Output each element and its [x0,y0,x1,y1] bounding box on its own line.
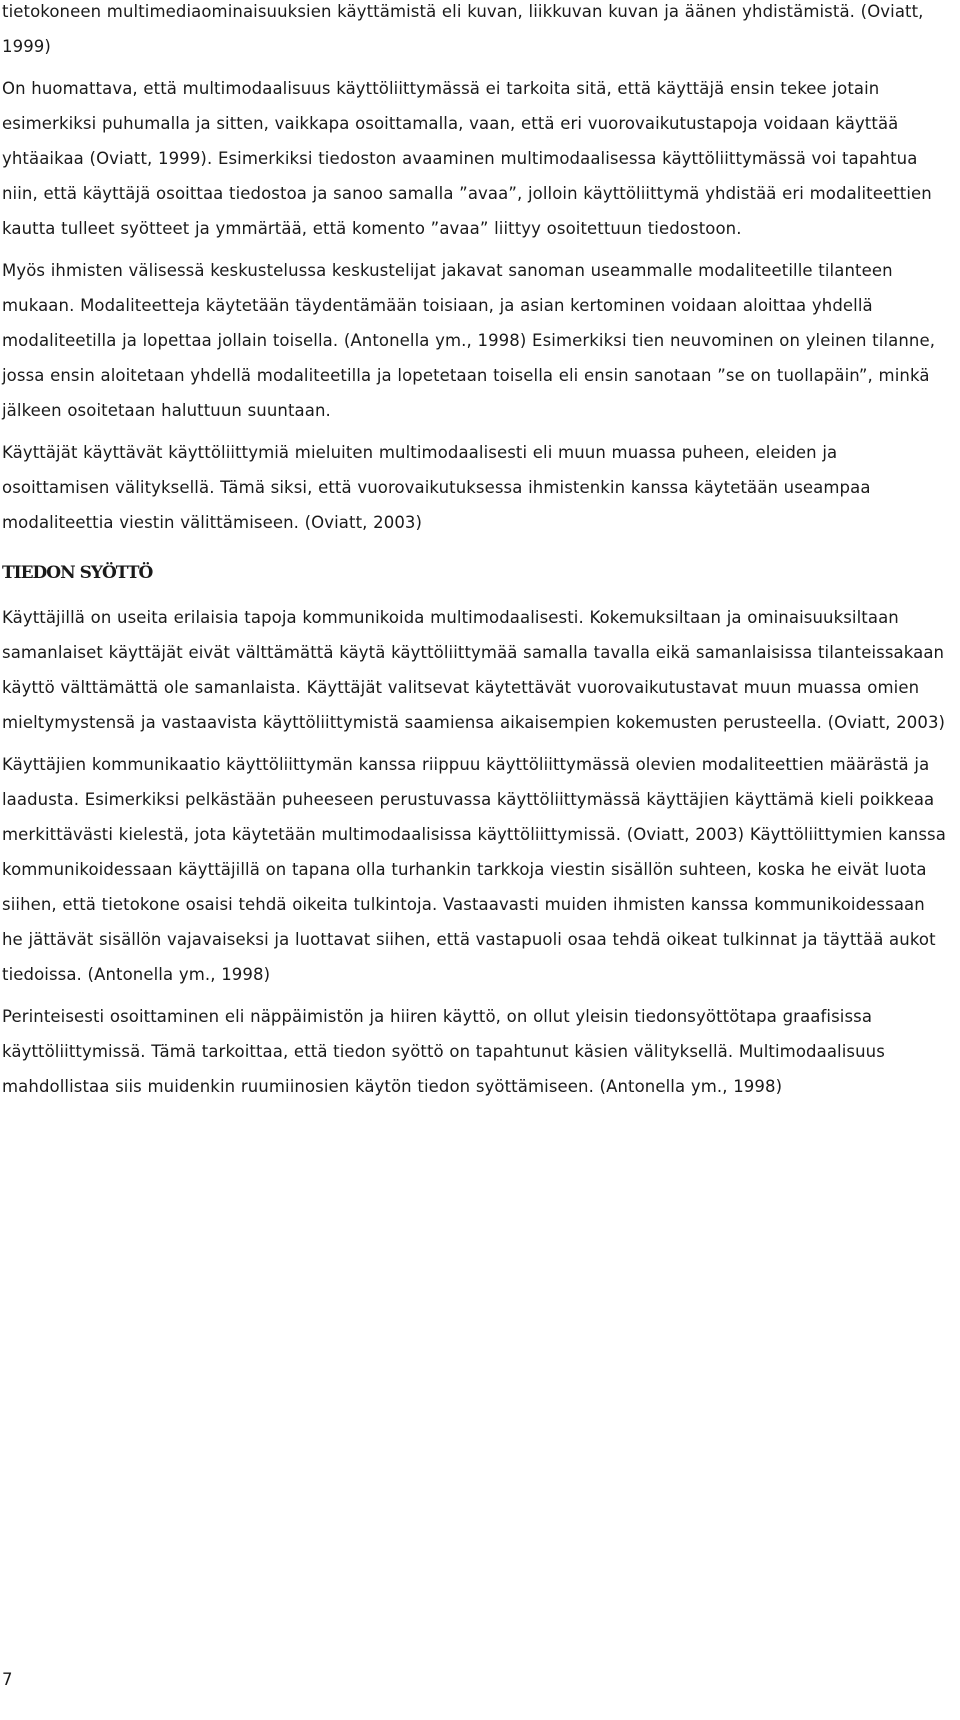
page-number: 7 [2,1670,13,1689]
paragraph-5: Käyttäjillä on useita erilaisia tapoja kommunikoida multimodaalisesti. Kokemuksiltaan ja ominaisuuksiltaan samanlaiset käyttäjät eivät välttämättä käytä käyttöliittymää samalla tavalla eikä samanlaisissa tilanteissakaan käyttö välttämättä ole samanlaista. Käyttäjät valitsevat käytettävät vuorovaikutustavat muun muassa omien mieltymystensä ja vastaavista käyttöliittymistä saamiensa aikaisempien kokemusten perusteella. (Oviatt, 2003) [2,608,946,732]
paragraph-6: Käyttäjien kommunikaatio käyttöliittymän kanssa riippuu käyttöliittymässä olevien modaliteettien määrästä ja laadusta. Esimerkiksi pelkästään puheeseen perustuvassa käyttöliittymässä käyttäjien käyttämä kieli poikkeaa merkittävästi kielestä, jota käytetään multimodaalisissa käyttöliittymissä. (Oviatt, 2003) Käyttöliittymien kanssa kommunikoidessaan käyttäjillä on tapana olla turhankin tarkkoja viestin sisällön suhteen, koska he eivät luota siihen, että tietokone osaisi tehdä oikeita tulkintoja. Vastaavasti muiden ihmisten kanssa kommunikoidessaan he jättävät sisällön vajavaiseksi ja luottavat siihen, että vastapuoli osaa tehdä oikeat tulkinnat ja täyttää aukot tiedoissa. (Antonella ym., 1998) [2,755,946,984]
paragraph-2: On huomattava, että multimodaalisuus käyttöliittymässä ei tarkoita sitä, että käyttäjä ensin tekee jotain esimerkiksi puhumalla ja sitten, vaikkapa osoittamalla, vaan, että eri vuorovaikutustapoja voidaan käyttää yhtäaikaa (Oviatt, 1999). Esimerkiksi tiedoston avaaminen multimodaalisessa käyttöliittymässä voi tapahtua niin, että käyttäjä osoittaa tiedostoa ja sanoo samalla ”avaa”, jolloin käyttöliittymä yhdistää eri modaliteettien kautta tulleet syötteet ja ymmärtää, että komento ”avaa” liittyy osoitettuun tiedostoon. [2,79,932,238]
paragraph-3: Myös ihmisten välisessä keskustelussa keskustelijat jakavat sanoman useammalle modaliteetille tilanteen mukaan. Modaliteetteja käytetään täydentämään toisiaan, ja asian kertominen voidaan aloittaa yhdellä modaliteetilla ja lopettaa jollain toisella. (Antonella ym., 1998) Esimerkiksi tien neuvominen on yleinen tilanne, jossa ensin aloitetaan yhdellä modaliteetilla ja lopetetaan toisella eli ensin sanotaan ”se on tuollapäin”, minkä jälkeen osoitetaan haluttuun suuntaan. [2,261,936,420]
paragraph-1: tietokoneen multimediaominaisuuksien käyttämistä eli kuvan, liikkuvan kuvan ja äänen yhdistämistä. (Oviatt, 1999) [2,2,924,56]
paragraph-4: Käyttäjät käyttävät käyttöliittymiä mieluiten multimodaalisesti eli muun muassa puheen, eleiden ja osoittamisen välityksellä. Tämä siksi, että vuorovaikutuksessa ihmistenkin kanssa käytetään useampaa modaliteettia viestin välittämiseen. (Oviatt, 2003) [2,443,871,532]
section-heading: TIEDON SYÖTTÖ [2,563,153,583]
paragraph-7: Perinteisesti osoittaminen eli näppäimistön ja hiiren käyttö, on ollut yleisin tiedonsyöttötapa graafisissa käyttöliittymissä. Tämä tarkoittaa, että tiedon syöttö on tapahtunut käsien välityksellä. Multimodaalisuus mahdollistaa siis muidenkin ruumiinosien käytön tiedon syöttämiseen. (Antonella ym., 1998) [2,1007,885,1096]
